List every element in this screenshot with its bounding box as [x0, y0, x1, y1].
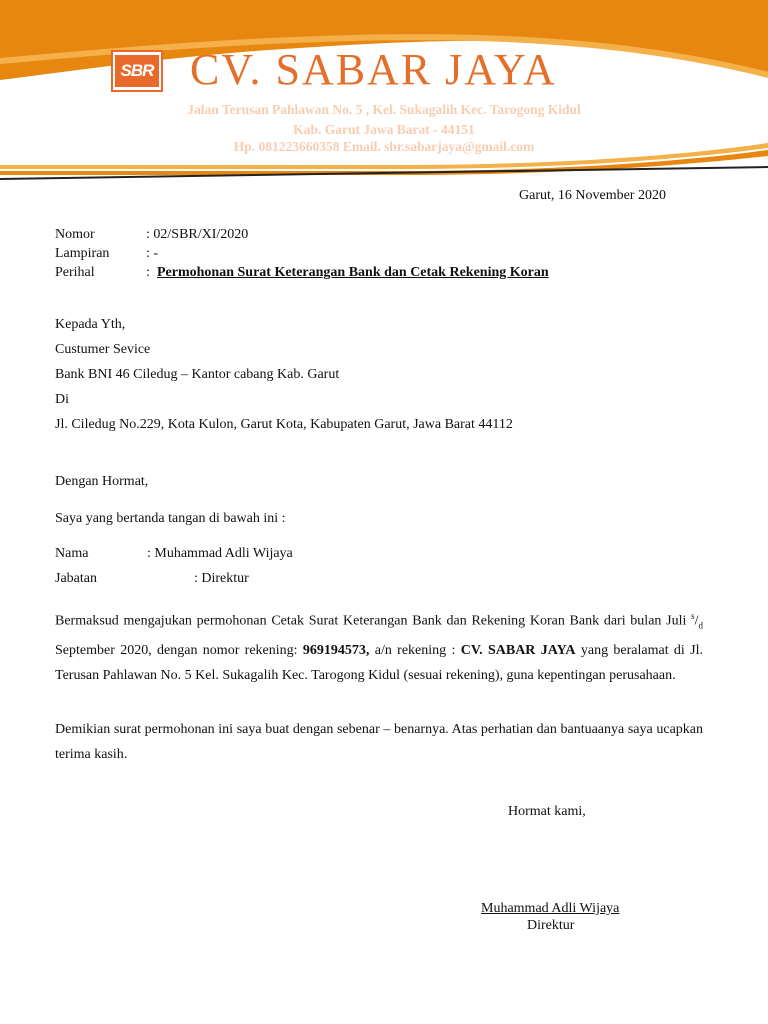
contact-line: Hp. 081223660358 Email. sbr.sabarjaya@gmail.com [233, 139, 535, 154]
nomor-label: Nomor [55, 227, 95, 242]
jabatan-label: Jabatan [55, 571, 97, 586]
p1-part-d: yang beralamat di Jl. Terusan Pahlawan No. 5 Kel. Sukagalih Kec. Tarogong Kidul (sesuai rekening), guna kepentingan perusahaan. [55, 643, 703, 684]
nama-label: Nama [55, 546, 89, 561]
p1-part-a: Bermaksud mengajukan permohonan Cetak Surat Keterangan Bank dan Rekening Koran Bank dari bulan Juli [55, 613, 692, 629]
address-line-1: Jalan Terusan Pahlawan No. 5 , Kel. Sukagalih Kec. Tarogong Kidul [187, 102, 581, 117]
recipient-line-2: Custumer Sevice [55, 342, 151, 357]
closing-hormat: Hormat kami, [508, 804, 586, 819]
p1-frac-num: s [691, 611, 695, 621]
nama-value: : Muhammad Adli Wijaya [147, 546, 293, 561]
recipient-line-4: Di [55, 392, 69, 407]
perihal-colon: : [146, 265, 150, 280]
p1-part-c: a/n rekening : [369, 643, 461, 659]
signer-name: Muhammad Adli Wijaya [481, 901, 620, 916]
address-line-2: Kab. Garut Jawa Barat - 44151 [293, 122, 475, 137]
perihal-label: Perihal [55, 265, 95, 280]
p1-frac-den: d [698, 620, 703, 631]
signer-title: Direktur [527, 918, 575, 933]
body-paragraph-1: Bermaksud mengajukan permohonan Cetak Surat Keterangan Bank dan Rekening Koran Bank dari bulan Juli $^s/_d$ September 2020, dengan nomor rekening: 969194573, a/n rekening : CV. SABAR JAYA yang beralamat di Jl. Terusan Pahlawan No. 5 Kel. Sukagalih Kec. Tarogong Kidul (sesuai rekening), guna kepentingan perusahaan. [55, 611, 703, 684]
perihal-value: Permohonan Surat Keterangan Bank dan Cetak Rekening Koran [157, 265, 549, 280]
p1-part-b: September 2020, dengan nomor rekening: [55, 643, 303, 659]
recipient-line-1: Kepada Yth, [55, 317, 126, 332]
company-logo [111, 50, 163, 92]
lampiran-label: Lampiran [55, 246, 110, 261]
recipient-line-5: Jl. Ciledug No.229, Kota Kulon, Garut Kota, Kabupaten Garut, Jawa Barat 44112 [55, 417, 513, 432]
p1-account-name: CV. SABAR JAYA [460, 643, 576, 659]
recipient-line-3: Bank BNI 46 Ciledug – Kantor cabang Kab. Garut [55, 367, 340, 382]
letter-date: Garut, 16 November 2020 [519, 188, 666, 203]
nomor-value: : 02/SBR/XI/2020 [146, 227, 249, 242]
body-paragraph-2: Demikian surat permohonan ini saya buat dengan sebenar – benarnya. Atas perhatian dan bantuaanya saya ucapkan terima kasih. [55, 722, 703, 762]
p1-account-number: 969194573, [302, 643, 370, 659]
greeting: Dengan Hormat, [55, 474, 149, 489]
lampiran-value: : - [146, 246, 159, 261]
logo-text: SBR [115, 55, 159, 87]
jabatan-value: : Direktur [194, 571, 249, 586]
intro-line: Saya yang bertanda tangan di bawah ini : [55, 511, 286, 526]
company-name: CV. SABAR JAYA [190, 45, 557, 94]
